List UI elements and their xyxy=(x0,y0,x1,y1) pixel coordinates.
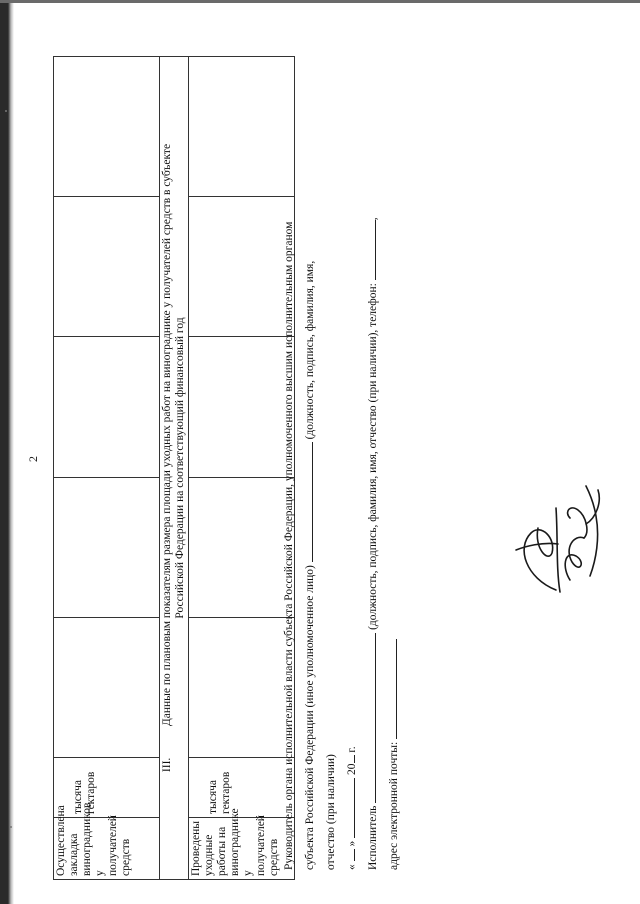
date-suffix: г. xyxy=(346,746,358,753)
table-cell xyxy=(54,617,160,757)
table-section-row xyxy=(160,57,189,880)
blank-line xyxy=(344,756,355,764)
email-line xyxy=(386,639,402,870)
table-cell xyxy=(189,477,295,617)
blank-line xyxy=(344,849,355,861)
blank-line xyxy=(302,442,313,562)
head-line-2b: (должность, подпись, фамилия, имя, xyxy=(304,260,316,440)
scan-edge xyxy=(0,0,14,904)
executor-end: , xyxy=(367,217,379,221)
blank-line xyxy=(344,778,355,838)
table-row-care xyxy=(189,57,295,880)
executor-hint: (должность, подпись, фамилия, имя, отчество (при наличии), телефон: xyxy=(367,283,379,630)
table-cell xyxy=(54,337,160,477)
row-label-care: Проведены уходные работы на винограднике у получателей средств xyxy=(189,818,295,880)
table-cell xyxy=(189,57,295,197)
executor-line xyxy=(365,217,381,870)
head-line-2a: субъекта Российской Федерации (иное уполномоченное лицо) xyxy=(304,565,316,870)
table-cell xyxy=(54,477,160,617)
table-row-planting xyxy=(54,57,160,880)
row-label-planting: Осуществлена закладка виноградников у получателей средств xyxy=(54,818,160,880)
section-number: III. xyxy=(161,757,173,773)
blank-line xyxy=(365,220,376,280)
scan-edge-top xyxy=(0,0,640,3)
head-line-3: отчество (при наличии) xyxy=(325,754,337,870)
section-title-line1: Данные по плановым показателям размера площади уходных работ на винограднике у получателей средств в субъекте xyxy=(161,143,173,727)
executor-label: Исполнитель xyxy=(367,805,379,870)
email-label: адрес электронной почты: xyxy=(388,741,400,870)
head-line-2 xyxy=(302,261,318,870)
section-title-line2: Российской Федерации на соответствующий финансовый год xyxy=(174,317,186,619)
section-header xyxy=(160,57,189,880)
data-table xyxy=(53,56,295,880)
date-line xyxy=(344,746,360,870)
table-cell xyxy=(189,337,295,477)
head-line-1: Руководитель органа исполнительной власти субъекта Российской Федерации, уполномоченного высшим исполнительным органом xyxy=(283,221,295,870)
row-unit-planting: тысяча гектаров xyxy=(54,758,160,818)
date-year: 20 xyxy=(346,763,358,775)
row-unit-care: тысяча гектаров xyxy=(189,758,295,818)
date-open: « xyxy=(346,864,358,870)
table-cell xyxy=(54,57,160,197)
table-cell xyxy=(189,197,295,337)
table-cell xyxy=(189,617,295,757)
handwritten-signature xyxy=(486,478,616,608)
blank-line xyxy=(365,633,376,803)
scan-speck xyxy=(10,826,12,828)
page-number: 2 xyxy=(26,456,40,462)
rotated-page xyxy=(18,24,622,880)
scan-speck xyxy=(5,110,7,112)
date-close: » xyxy=(346,840,358,847)
table-cell xyxy=(54,197,160,337)
blank-line xyxy=(386,639,397,739)
